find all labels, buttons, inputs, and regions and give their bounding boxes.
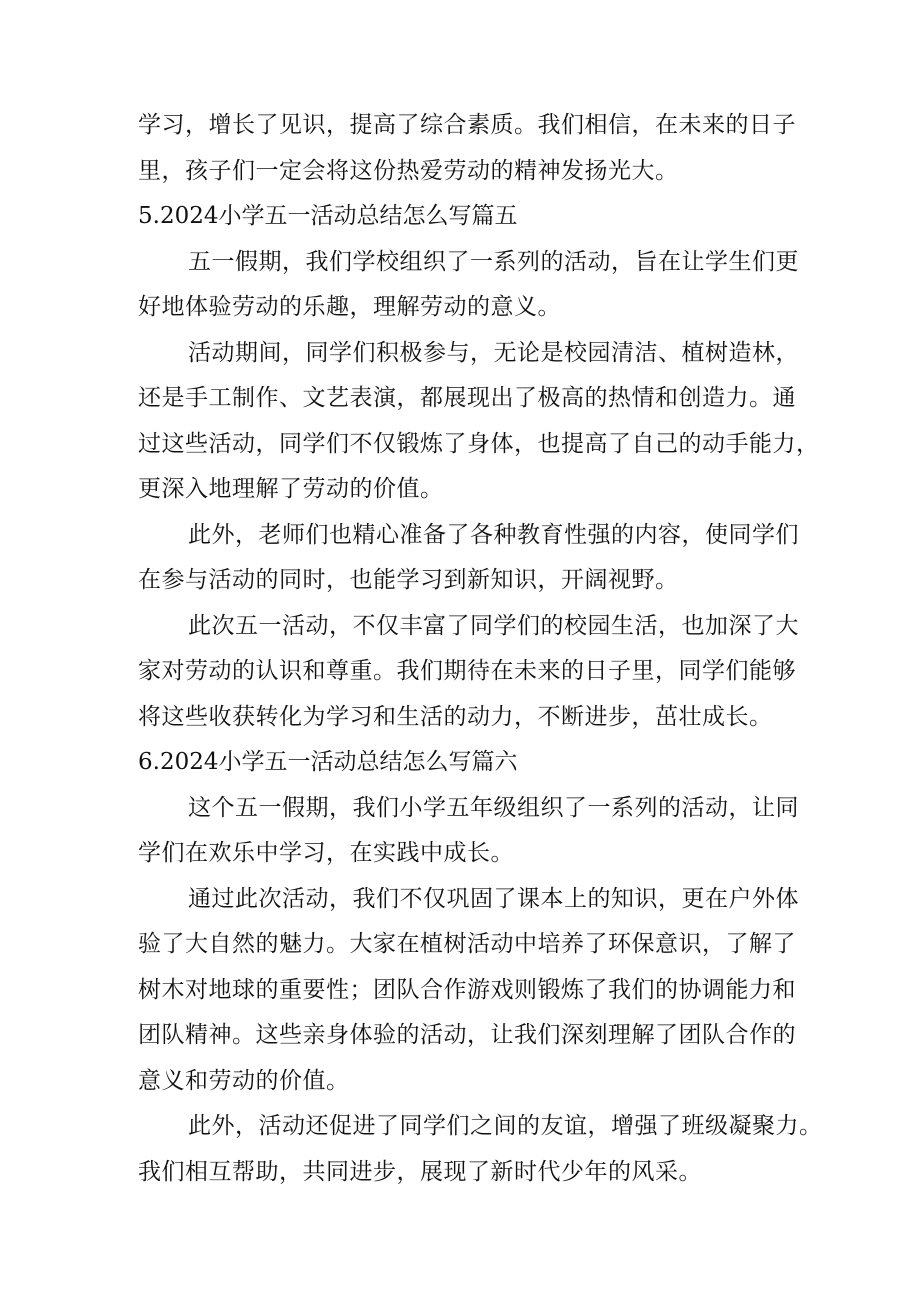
section-heading-6: 6.2024小学五一活动总结怎么写篇六	[138, 749, 518, 775]
paragraph-line: 团队精神。这些亲身体验的活动，让我们深刻理解了团队合作的	[138, 1022, 796, 1048]
paragraph-line: 里，孩子们一定会将这份热爱劳动的精神发扬光大。	[138, 157, 679, 184]
paragraph-line: 过这些活动，同学们不仅锻炼了身体，也提高了自己的动手能力，	[138, 430, 820, 457]
paragraph-line: 学们在欢乐中学习，在实践中成长。	[138, 840, 514, 866]
paragraph-line: 意义和劳动的价值。	[138, 1067, 350, 1094]
paragraph-line: 活动期间，同学们积极参与，无论是校园清洁、植树造林，	[188, 339, 799, 366]
paragraph-line: 将这些收获转化为学习和生活的动力，不断进步，茁壮成长。	[138, 703, 773, 730]
paragraph-line: 还是手工制作、文艺表演，都展现出了极高的热情和创造力。通	[138, 385, 796, 411]
paragraph-line: 此外，活动还促进了同学们之间的友谊，增强了班级凝聚力。	[188, 1113, 823, 1139]
document-body	[138, 103, 823, 1195]
paragraph-line: 通过此次活动，我们不仅巩固了课本上的知识，更在户外体	[188, 885, 799, 912]
paragraph-line: 验了大自然的魅力。大家在植树活动中培养了环保意识，了解了	[138, 931, 796, 957]
paragraph-line: 家对劳动的认识和尊重。我们期待在未来的日子里，同学们能够	[138, 658, 796, 684]
paragraph-line: 好地体验劳动的乐趣，理解劳动的意义。	[138, 294, 561, 320]
paragraph-line: 更深入地理解了劳动的价值。	[138, 476, 444, 502]
paragraph-line: 此次五一活动，不仅丰富了同学们的校园生活，也加深了大	[188, 612, 799, 639]
paragraph-line: 我们相互帮助，共同进步，展现了新时代少年的风采。	[138, 1158, 702, 1185]
paragraph-line: 这个五一假期，我们小学五年级组织了一系列的活动，让同	[188, 794, 799, 821]
paragraph-line: 此外，老师们也精心准备了各种教育性强的内容，使同学们	[188, 521, 799, 548]
section-heading-5: 5.2024小学五一活动总结怎么写篇五	[138, 203, 518, 229]
paragraph-line: 学习，增长了见识，提高了综合素质。我们相信，在未来的日子	[138, 112, 796, 138]
paragraph-line: 在参与活动的同时，也能学习到新知识，开阔视野。	[138, 567, 679, 593]
paragraph-line: 树木对地球的重要性；团队合作游戏则锻炼了我们的协调能力和	[138, 976, 796, 1003]
paragraph-line: 五一假期，我们学校组织了一系列的活动，旨在让学生们更	[188, 248, 799, 275]
